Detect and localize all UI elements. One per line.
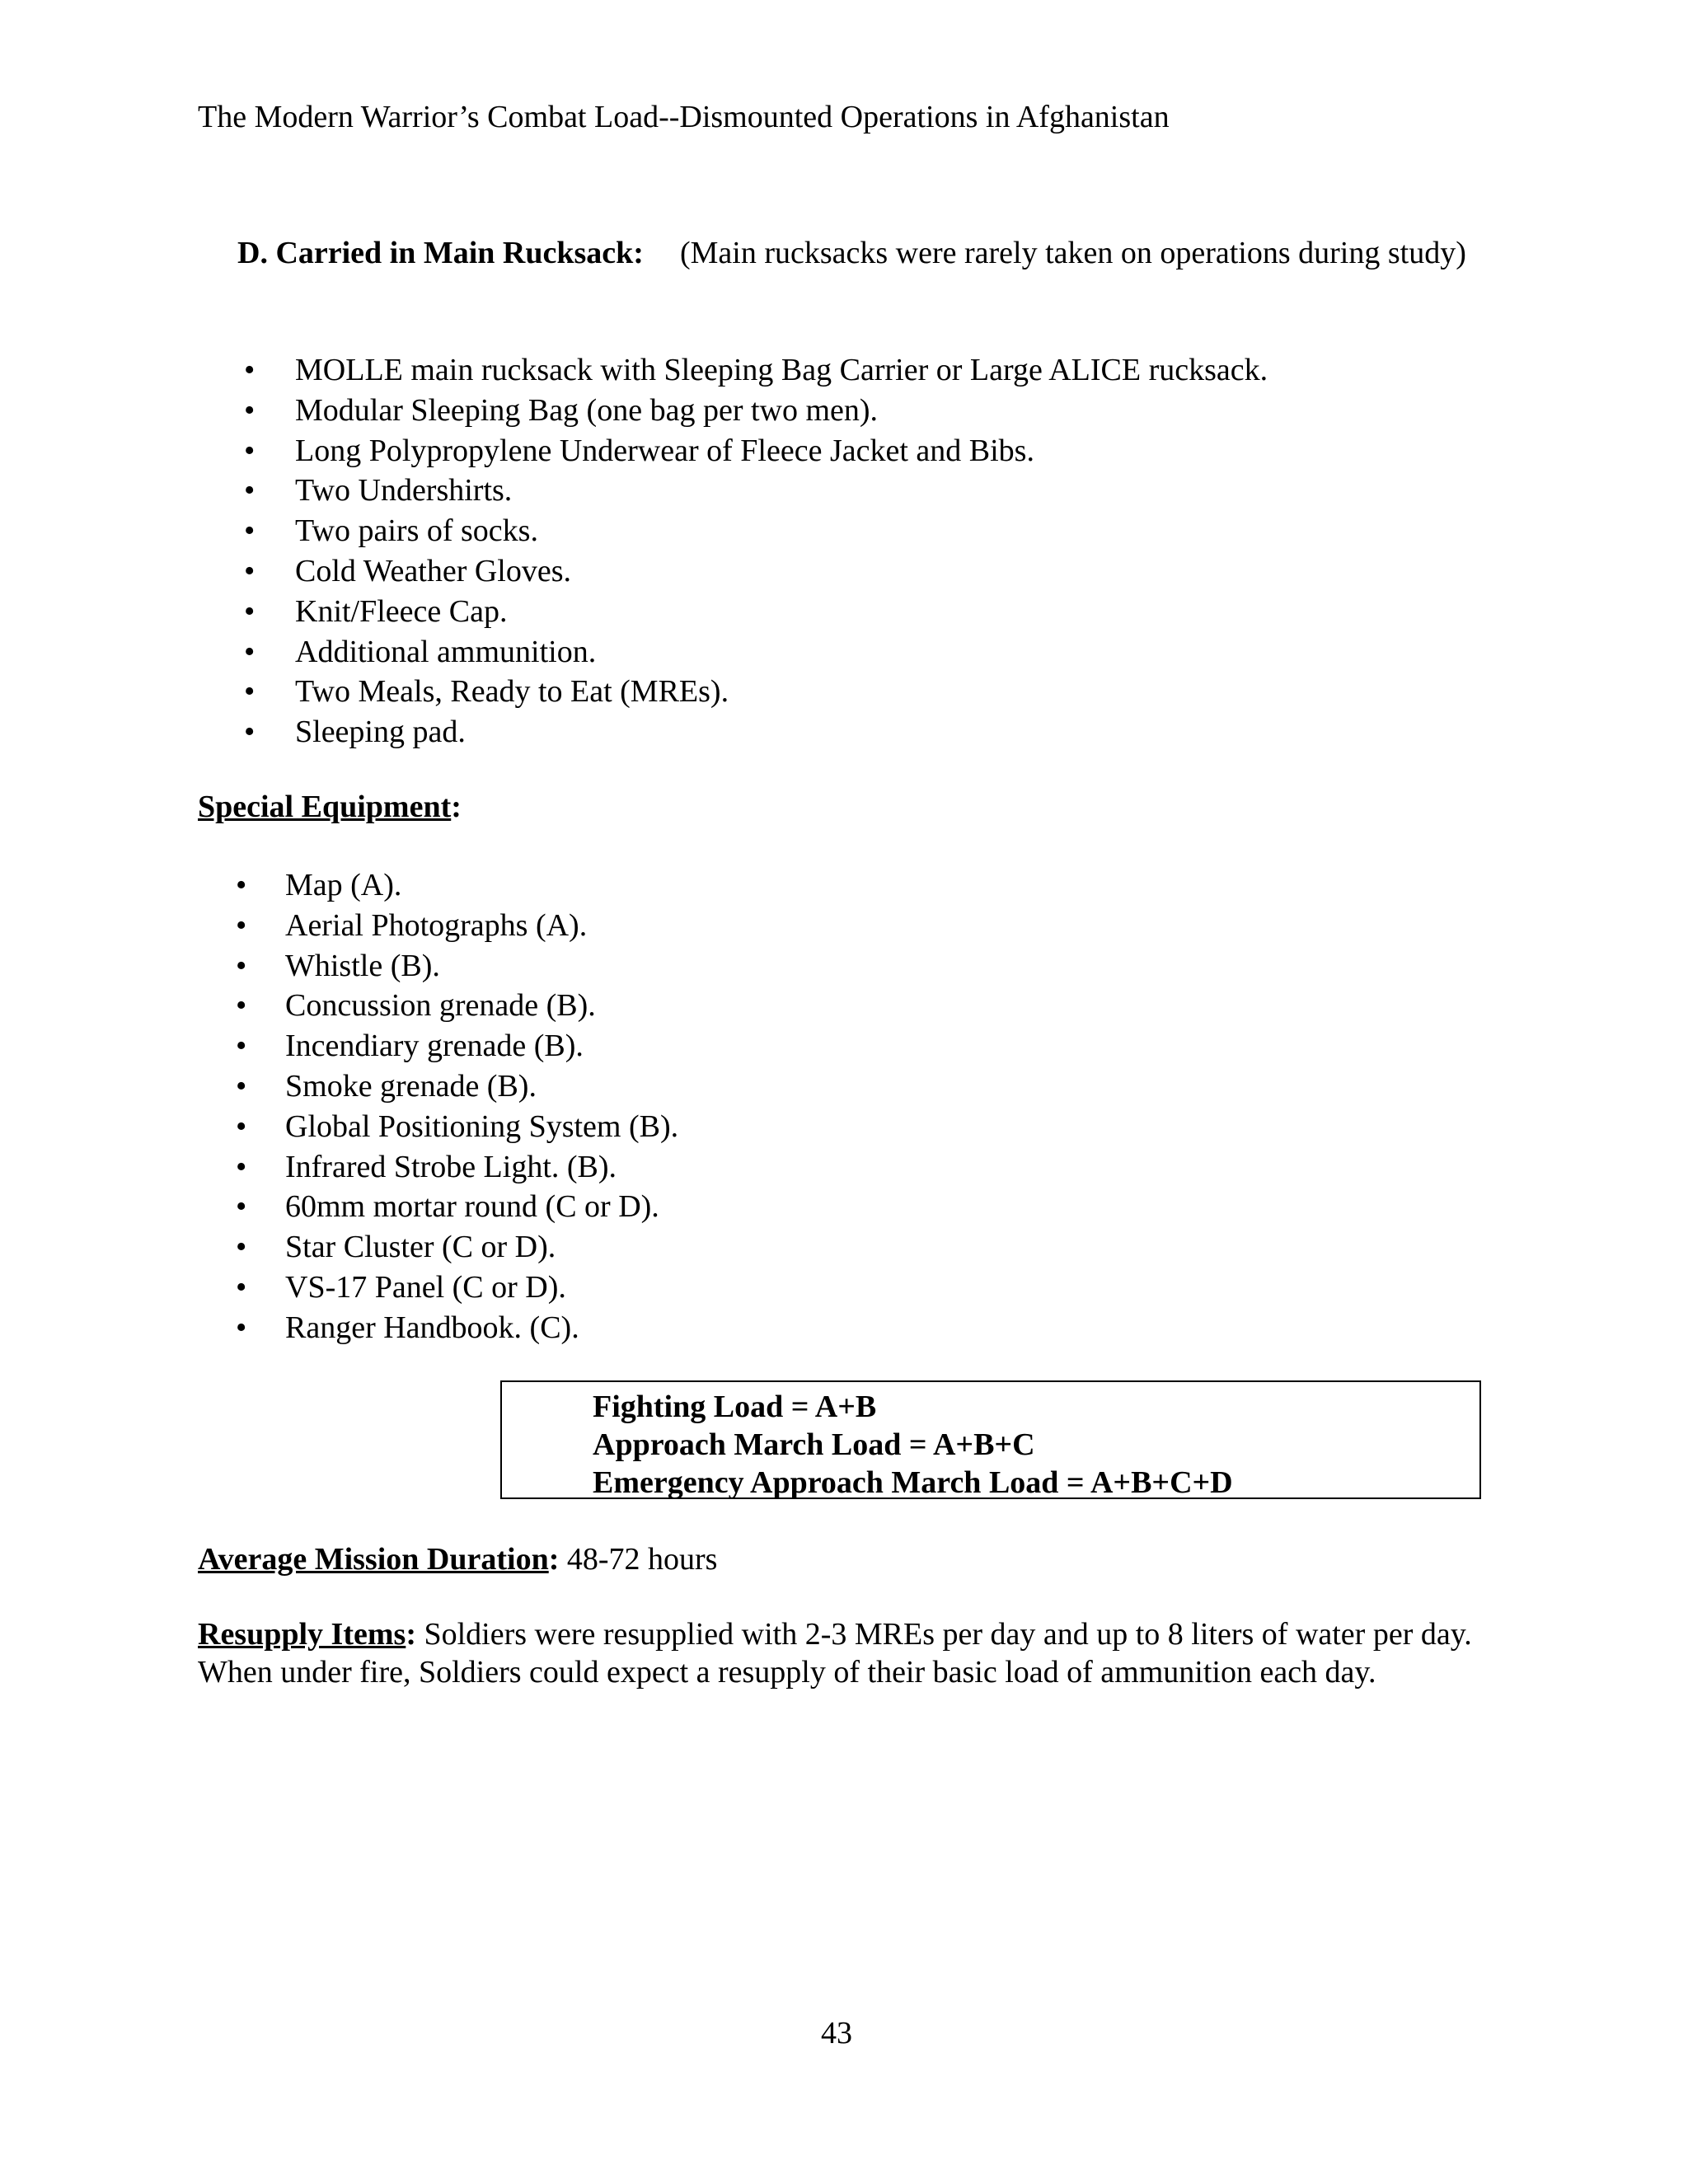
bullet-icon: • — [236, 1149, 247, 1184]
bullet-icon: • — [236, 948, 247, 983]
bullet-icon: • — [244, 634, 256, 669]
rucksack-items-list — [198, 350, 1268, 752]
resupply-paragraph — [198, 1615, 1500, 1691]
bullet-icon: • — [236, 1269, 247, 1305]
special-equipment-heading: Special Equipment: — [198, 790, 462, 824]
list-item: • Two Meals, Ready to Eat (MREs). — [198, 672, 1268, 712]
bullet-icon: • — [236, 1029, 247, 1064]
bullet-icon: • — [236, 907, 247, 943]
resupply-label: Resupply Items: — [198, 1617, 416, 1652]
load-formula-box — [500, 1380, 1481, 1499]
list-item: • Modular Sleeping Bag (one bag per two men). — [198, 391, 1268, 431]
list-item: • MOLLE main rucksack with Sleeping Bag Carrier or Large ALICE rucksack. — [198, 350, 1268, 391]
bullet-icon: • — [244, 513, 256, 549]
bullet-icon: • — [244, 473, 256, 509]
list-item: • VS-17 Panel (C or D). — [198, 1268, 678, 1308]
bullet-icon: • — [244, 715, 256, 750]
list-item: • Two Undershirts. — [198, 471, 1268, 511]
list-item: • Infrared Strobe Light. (B). — [198, 1147, 678, 1188]
bullet-icon: • — [244, 392, 256, 428]
bullet-icon: • — [236, 1310, 247, 1345]
bullet-icon: • — [236, 1230, 247, 1265]
resupply-text: Soldiers were resupplied with 2-3 MREs per day and up to 8 liters of water per day. When under fire, Soldiers could expect a resupply of their basic load of ammunition each day. — [198, 1617, 1472, 1690]
bullet-icon: • — [244, 353, 256, 387]
list-item: • Aerial Photographs (A). — [198, 906, 678, 946]
list-item: • Two pairs of socks. — [198, 511, 1268, 551]
bullet-icon: • — [236, 1068, 247, 1104]
approach-march-load-formula: Approach March Load = A+B+C — [593, 1427, 1035, 1462]
list-item: • Global Positioning System (B). — [198, 1107, 678, 1147]
mission-duration-label: Average Mission Duration: — [198, 1542, 560, 1577]
list-item: • Whistle (B). — [198, 946, 678, 987]
list-item: • Map (A). — [198, 865, 678, 906]
bullet-icon: • — [236, 868, 247, 902]
list-item: • Ranger Handbook. (C). — [198, 1308, 678, 1348]
section-d-paragraph — [198, 233, 1484, 273]
list-item: • Additional ammunition. — [198, 632, 1268, 673]
bullet-icon: • — [244, 433, 256, 468]
list-item: • Cold Weather Gloves. — [198, 551, 1268, 592]
emergency-approach-march-load-formula: Emergency Approach March Load = A+B+C+D — [593, 1465, 1233, 1500]
list-item: • Star Cluster (C or D). — [198, 1227, 678, 1268]
page-number: 43 — [821, 2016, 852, 2050]
bullet-icon: • — [244, 674, 256, 710]
special-equipment-list — [198, 865, 678, 1348]
list-item: • Knit/Fleece Cap. — [198, 592, 1268, 632]
list-item: • 60mm mortar round (C or D). — [198, 1187, 678, 1227]
list-item: • Sleeping pad. — [198, 712, 1268, 752]
section-d-note: (Main rucksacks were rarely taken on operations during study) — [679, 236, 1466, 270]
list-item: • Incendiary grenade (B). — [198, 1026, 678, 1066]
mission-duration-value: 48-72 hours — [559, 1542, 718, 1577]
bullet-icon: • — [236, 1108, 247, 1144]
list-item: • Smoke grenade (B). — [198, 1066, 678, 1107]
bullet-icon: • — [244, 553, 256, 588]
section-d-heading: D. Carried in Main Rucksack: — [237, 236, 644, 270]
list-item: • Concussion grenade (B). — [198, 986, 678, 1026]
fighting-load-formula: Fighting Load = A+B — [593, 1390, 877, 1424]
bullet-icon: • — [236, 988, 247, 1024]
bullet-icon: • — [244, 593, 256, 629]
mission-duration — [198, 1540, 717, 1579]
bullet-icon: • — [236, 1189, 247, 1225]
list-item: • Long Polypropylene Underwear of Fleece Jacket and Bibs. — [198, 431, 1268, 471]
page-header: The Modern Warrior’s Combat Load--Dismounted Operations in Afghanistan — [198, 100, 1170, 134]
